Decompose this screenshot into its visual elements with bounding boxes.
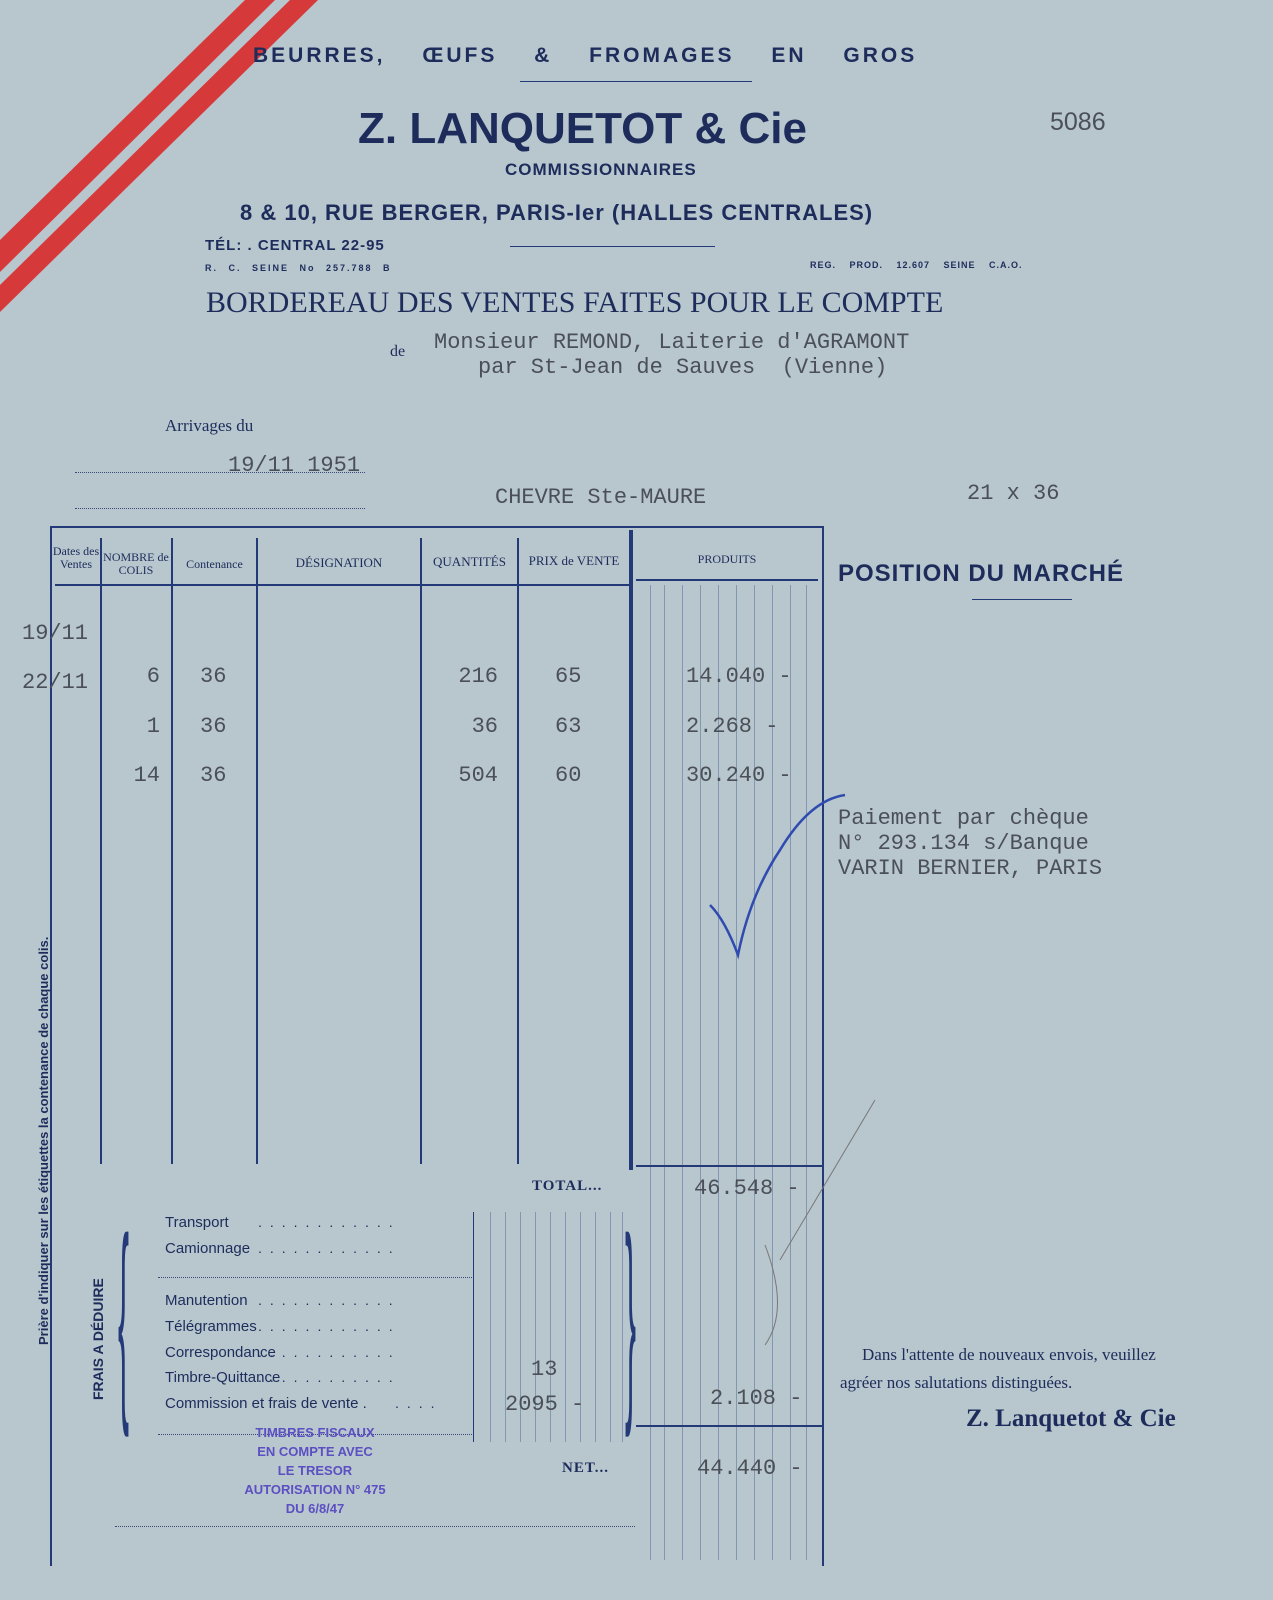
side-note: Prière d'indiquer sur les étiquettes la contenance de chaque colis. — [36, 936, 51, 1345]
arrivages-date: 19/11 1951 — [228, 453, 361, 478]
address: 8 & 10, RUE BERGER, PARIS-Ier (HALLES CENTRALES) — [240, 200, 874, 225]
reg-number: REG. PROD. 12.607 SEINE C.A.O. — [810, 260, 1023, 270]
payment-line: N° 293.134 s/Banque — [838, 831, 1089, 856]
rc-number: R. C. SEINE No 257.788 B — [205, 263, 392, 273]
tagline: BEURRES, ŒUFS & FROMAGES EN GROS — [253, 44, 918, 67]
cell-produit: 30.240 - — [686, 763, 792, 788]
ruled-line — [664, 585, 665, 1560]
column-line — [256, 538, 258, 1164]
table-border — [50, 526, 824, 528]
company-name: Z. LANQUETOT & Cie — [358, 104, 807, 153]
sale-date: 22/11 — [22, 670, 89, 695]
cell-contenance: 36 — [200, 763, 227, 788]
stamp-line: EN COMPTE AVEC — [257, 1444, 373, 1459]
ruled-line — [610, 1212, 611, 1442]
header-line — [636, 579, 818, 581]
cell-prix: 65 — [555, 664, 582, 689]
cell-contenance: 36 — [200, 714, 227, 739]
document-title: BORDEREAU DES VENTES FAITES POUR LE COMPTE — [206, 286, 944, 319]
col-prix: PRIX de VENTE — [528, 553, 620, 568]
leader-dots: ............ — [258, 1369, 401, 1385]
column-line — [420, 538, 422, 1164]
brace: { — [118, 1192, 130, 1438]
sale-date: 19/11 — [22, 621, 89, 646]
dotted-line — [115, 1526, 635, 1527]
frais-title: FRAIS A DÉDUIRE — [90, 1278, 106, 1400]
cell-produit: 14.040 - — [686, 664, 792, 689]
divider — [520, 81, 752, 82]
cell-quantite: 216 — [458, 664, 498, 689]
col-designation: DÉSIGNATION — [295, 555, 383, 570]
leader-dots: ............ — [258, 1214, 401, 1230]
stamp-line: AUTORISATION N° 475 — [244, 1482, 386, 1497]
column-line — [629, 530, 633, 1170]
col-colis: NOMBRE de COLIS — [103, 550, 169, 577]
document-number: 5086 — [1050, 108, 1106, 136]
market-position-title: POSITION DU MARCHÉ — [838, 560, 1125, 587]
cell-colis: 6 — [146, 664, 160, 689]
ruled-line — [682, 585, 683, 1560]
cell-quantite: 36 — [471, 714, 498, 739]
dotted-line — [158, 1277, 472, 1278]
timbre-value: 13 — [531, 1357, 558, 1382]
col-produits: PRODUITS — [697, 552, 757, 566]
cell-colis: 14 — [133, 763, 160, 788]
net-line — [636, 1425, 822, 1427]
dotted-line — [75, 508, 365, 509]
net-label: NET... — [562, 1460, 609, 1476]
divider — [510, 246, 715, 247]
frais-item: Correspondance — [165, 1344, 276, 1361]
col-quantites: QUANTITÉS — [433, 554, 506, 569]
col-contenance: Contenance — [186, 557, 243, 571]
leader-dots: .... — [395, 1395, 443, 1411]
telephone: TÉL: . CENTRAL 22-95 — [205, 237, 385, 254]
col-dates: Dates des Ventes — [52, 544, 100, 571]
frais-item: Camionnage — [165, 1240, 251, 1257]
frais-total: 2.108 - — [710, 1386, 803, 1411]
de-label: de — [390, 343, 406, 360]
arrivages-label: Arrivages du — [165, 416, 254, 435]
frais-item: Timbre-Quittance — [165, 1369, 281, 1386]
cell-contenance: 36 — [200, 664, 227, 689]
client-line-1: Monsieur REMOND, Laiterie d'AGRAMONT — [434, 330, 910, 355]
column-line — [473, 1212, 474, 1442]
stamp-line: DU 6/8/47 — [285, 1501, 345, 1516]
net-value: 44.440 - — [697, 1456, 803, 1481]
leader-dots: ............ — [258, 1344, 401, 1360]
header-line — [55, 584, 630, 586]
frais-item: Manutention — [165, 1292, 248, 1309]
signature: Z. Lanquetot & Cie — [966, 1405, 1176, 1432]
payment-note — [838, 806, 1102, 881]
total-label: TOTAL... — [532, 1178, 603, 1194]
closing-line-2: agréer nos salutations distinguées. — [840, 1373, 1073, 1392]
payment-line: Paiement par chèque — [838, 806, 1089, 831]
client-line-2: par St-Jean de Sauves (Vienne) — [478, 355, 888, 380]
ruled-line — [650, 585, 651, 1560]
fiscal-stamp — [225, 1423, 405, 1518]
dotted-line — [75, 472, 365, 473]
stamp-line: TIMBRES FISCAUX — [255, 1425, 375, 1440]
frais-item: Commission et frais de vente . — [165, 1395, 367, 1412]
column-line — [171, 538, 173, 1164]
frais-item: Transport — [165, 1214, 229, 1231]
ruled-line — [490, 1212, 491, 1442]
frais-item: Télégrammes — [165, 1318, 257, 1335]
cell-prix: 63 — [555, 714, 582, 739]
cell-colis: 1 — [146, 714, 160, 739]
company-role: COMMISSIONNAIRES — [505, 160, 697, 179]
payment-line: VARIN BERNIER, PARIS — [838, 856, 1103, 881]
divider — [972, 599, 1072, 600]
cell-prix: 60 — [555, 763, 582, 788]
leader-dots: ............ — [258, 1240, 401, 1256]
column-line — [100, 538, 102, 1164]
closing-line-1: Dans l'attente de nouveaux envois, veuillez — [862, 1345, 1156, 1364]
product-format: 21 x 36 — [967, 481, 1060, 506]
leader-dots: ............ — [258, 1318, 401, 1334]
total-value: 46.548 - — [694, 1176, 800, 1201]
ruled-line — [595, 1212, 596, 1442]
brace: } — [625, 1192, 637, 1438]
stamp-line: LE TRESOR — [277, 1463, 353, 1478]
cell-quantite: 504 — [458, 763, 498, 788]
ruled-line — [622, 1212, 623, 1442]
leader-dots: ............ — [258, 1292, 401, 1308]
cell-produit: 2.268 - — [686, 714, 779, 739]
column-line — [517, 538, 519, 1164]
product-name: CHEVRE Ste-MAURE — [495, 485, 707, 510]
commission-value: 2095 - — [505, 1392, 585, 1417]
